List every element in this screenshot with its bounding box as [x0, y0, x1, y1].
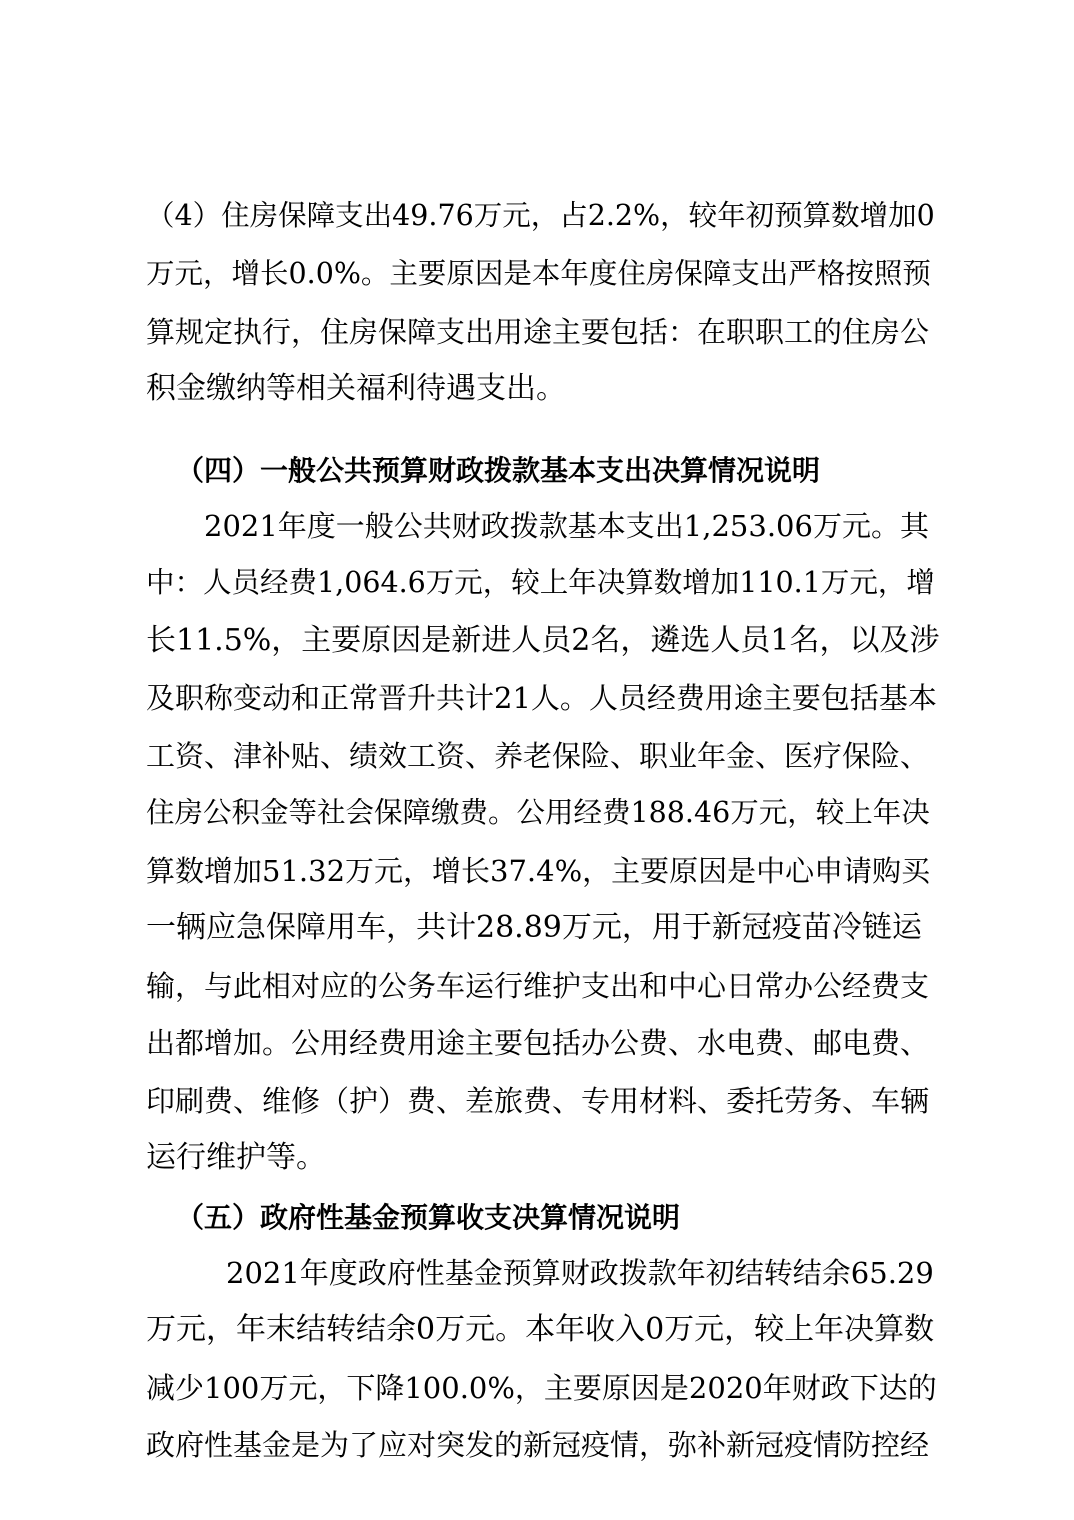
para2-line-5: 工资、津补贴、绩效工资、养老保险、职业年金、医疗保险、: [146, 739, 930, 773]
para3-line-1: 2021年度政府性基金预算财政拨款年初结转结余65.29: [226, 1256, 934, 1290]
section-heading-5: （五）政府性基金预算收支决算情况说明: [176, 1201, 681, 1234]
para2-line-1: 2021年度一般公共财政拨款基本支出1,253.06万元。其: [204, 509, 929, 543]
para3-line-4: 政府性基金是为了应对突发的新冠疫情，弥补新冠疫情防控经: [146, 1428, 930, 1462]
para2-line-7: 算数增加51.32万元，增长37.4%，主要原因是中心申请购买: [146, 854, 931, 888]
para2-line-8: 一辆应急保障用车，共计28.89万元，用于新冠疫苗冷链运: [146, 910, 922, 945]
para3-line-3: 减少100万元，下降100.0%，主要原因是2020年财政下达的: [146, 1371, 937, 1405]
section-heading-4: （四）一般公共预算财政拨款基本支出决算情况说明: [176, 454, 821, 487]
para3-line-2: 万元，年末结转结余0万元。本年收入0万元，较上年决算数: [146, 1312, 935, 1347]
para2-line-11: 印刷费、维修（护）费、差旅费、专用材料、委托劳务、车辆: [146, 1084, 930, 1118]
para2-line-3: 长11.5%，主要原因是新进人员2名，遴选人员1名，以及涉: [146, 623, 940, 658]
para1-line-2: 万元，增长0.0%。主要原因是本年度住房保障支出严格按照预: [146, 257, 931, 290]
para2-line-12: 运行维护等。: [146, 1140, 326, 1175]
para2-line-9: 输，与此相对应的公务车运行维护支出和中心日常办公经费支: [146, 969, 930, 1003]
para2-line-4: 及职称变动和正常晋升共计21人。人员经费用途主要包括基本: [146, 681, 937, 715]
para2-line-10: 出都增加。公用经费用途主要包括办公费、水电费、邮电费、: [146, 1026, 930, 1060]
para1-line-3: 算规定执行，住房保障支出用途主要包括：在职职工的住房公: [146, 315, 930, 349]
para2-line-6: 住房公积金等社会保障缴费。公用经费188.46万元，较上年决: [146, 796, 930, 829]
para1-line-1: （4）住房保障支出49.76万元，占2.2%，较年初预算数增加0: [146, 199, 935, 232]
para1-line-4: 积金缴纳等相关福利待遇支出。: [146, 371, 566, 406]
para2-line-2: 中：人员经费1,064.6万元，较上年决算数增加110.1万元，增: [146, 566, 935, 599]
